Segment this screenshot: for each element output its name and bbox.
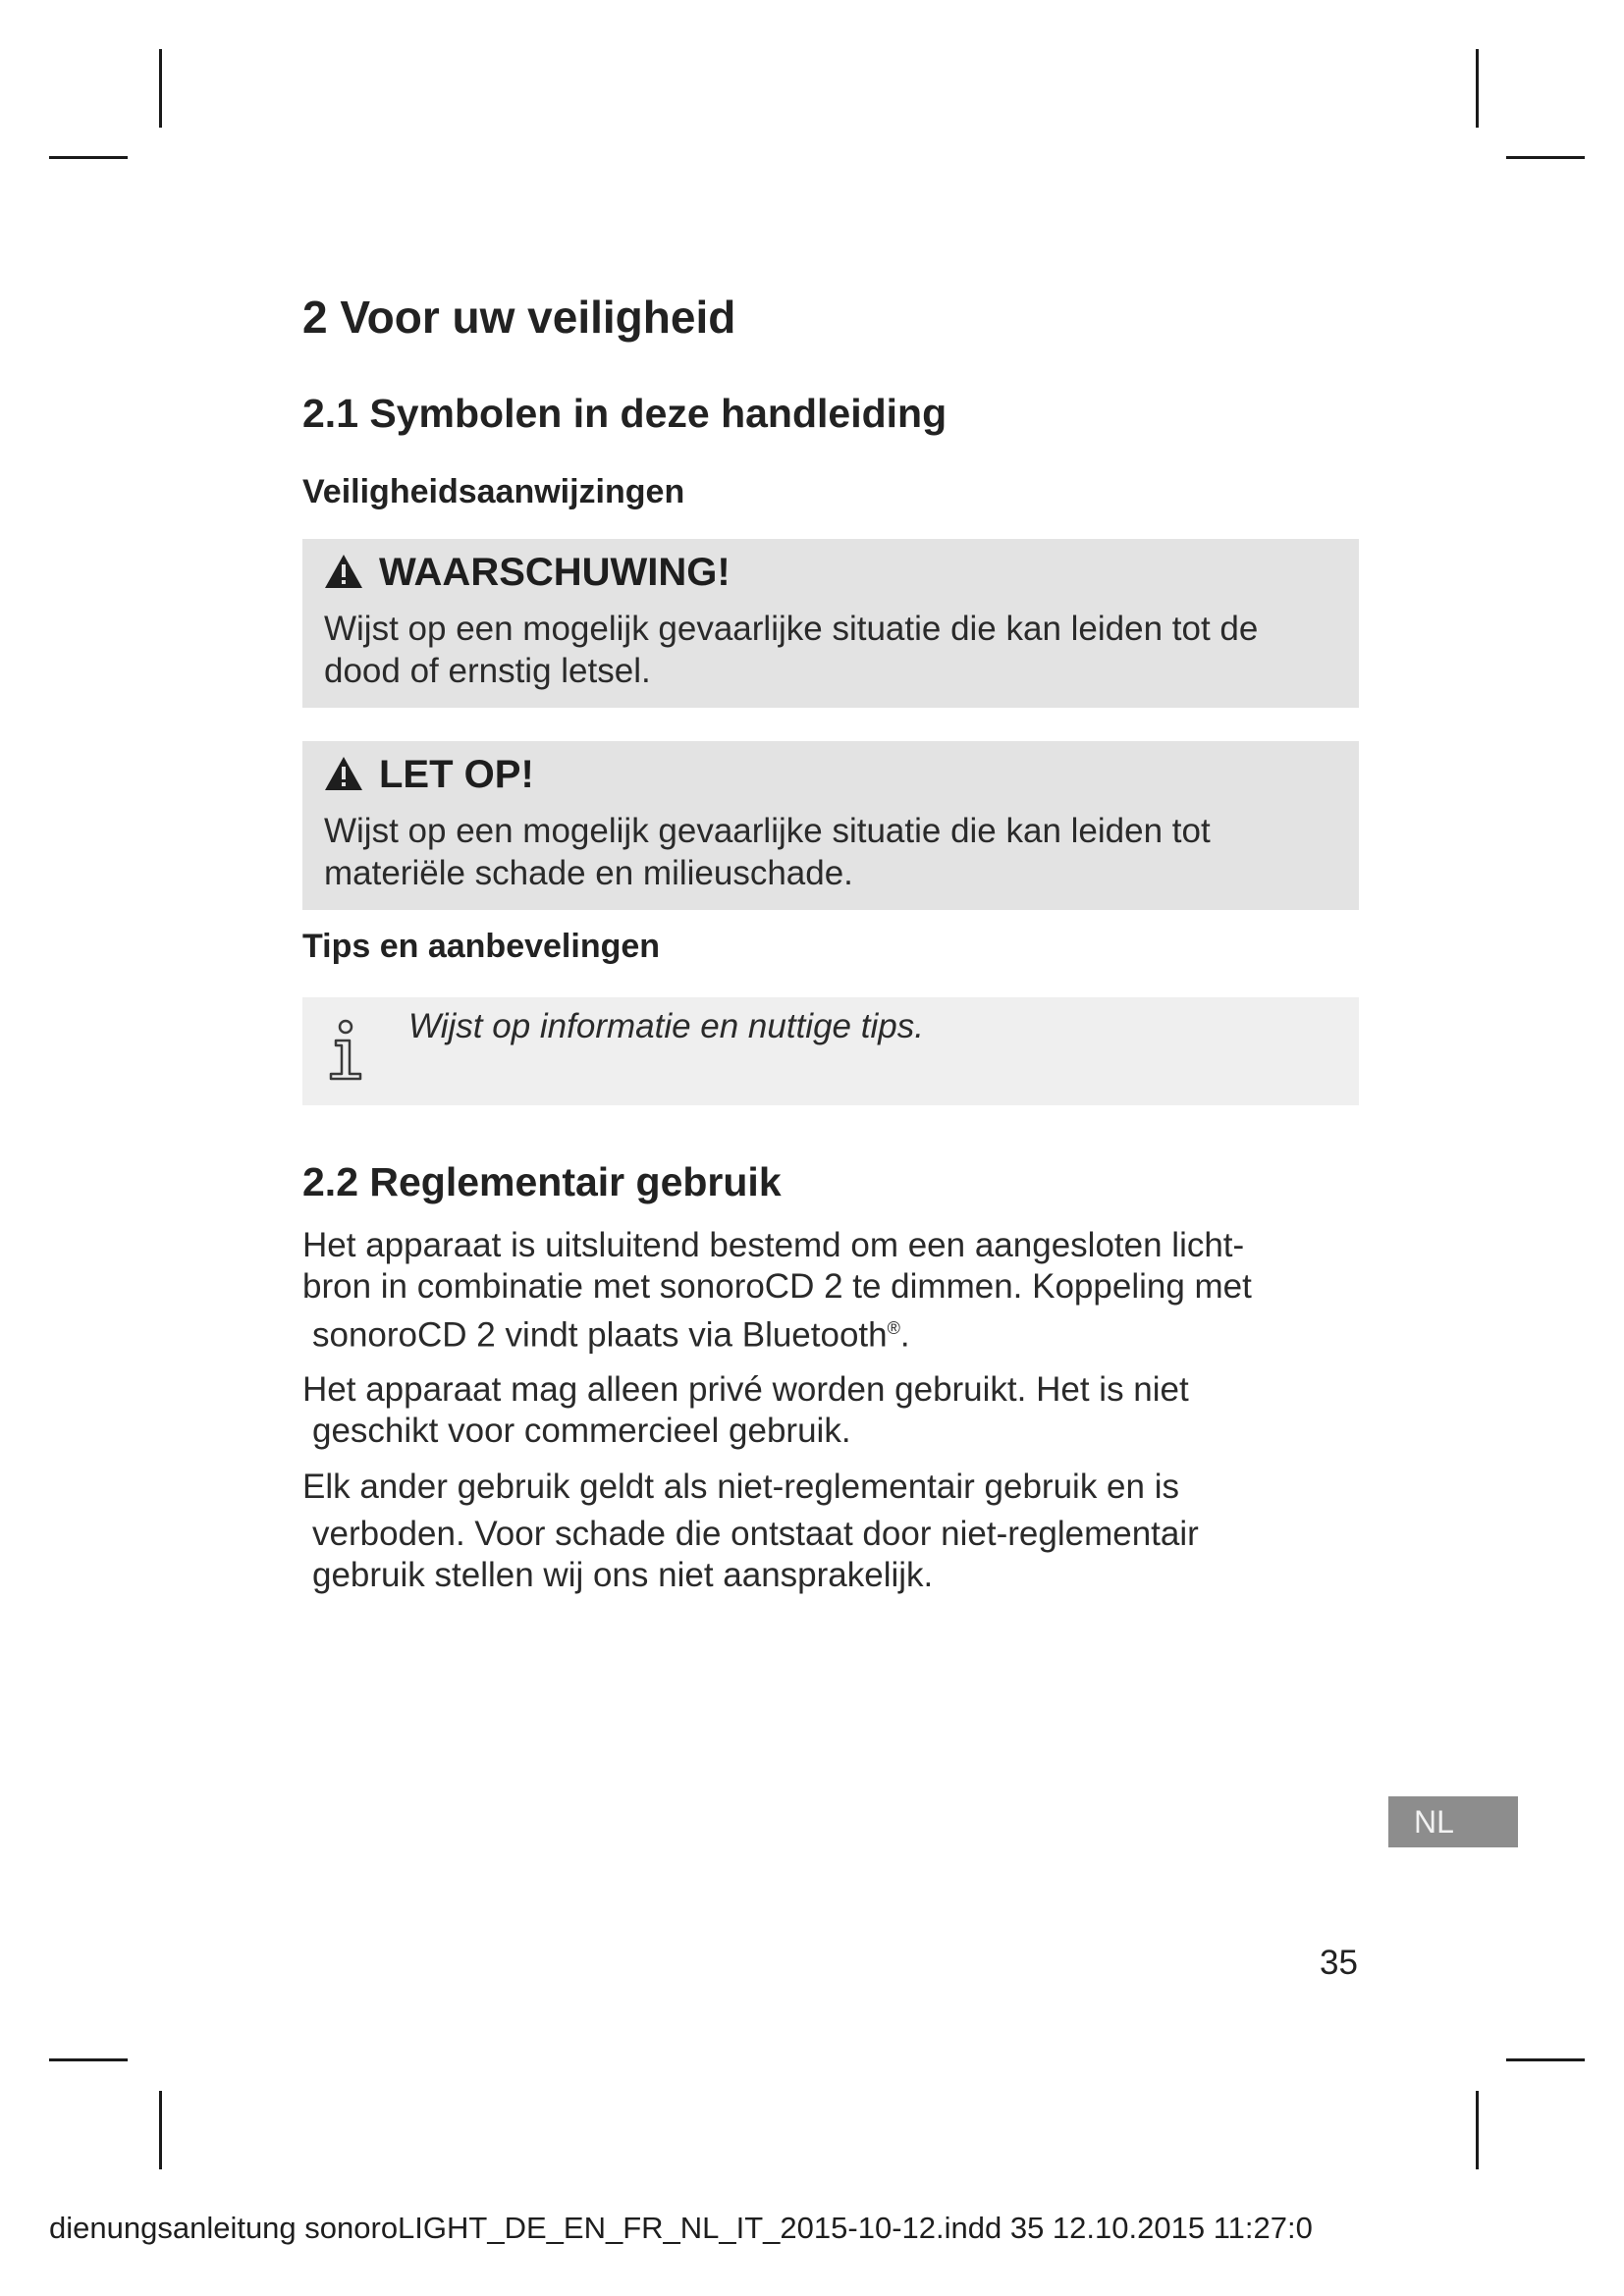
info-icon (328, 1019, 363, 1082)
warning-triangle-icon (324, 554, 363, 589)
usage-paragraph-1 (302, 1225, 1343, 1357)
warning-box (302, 539, 1359, 708)
usage-p1-line-2: bron in combinatie met sonoroCD 2 te dimmen. Koppeling met (302, 1267, 1252, 1306)
usage-p1-line-1: Het apparaat is uitsluitend bestemd om een aangesloten licht- (302, 1226, 1245, 1264)
warning-text (324, 608, 1345, 692)
safety-subtitle: Veiligheidsaanwijzingen (302, 473, 685, 510)
caution-text-line-2: materiële schade en milieuschade. (324, 854, 853, 892)
warning-triangle-icon (324, 756, 363, 791)
caution-box (302, 741, 1359, 910)
tip-text: Wijst op informatie en nuttige tips. (408, 1007, 924, 1045)
usage-p1-line-3-text: sonoroCD 2 vindt plaats via Bluetooth (312, 1315, 888, 1355)
crop-mark-bottom-right-horizontal (1506, 2058, 1585, 2061)
symbols-title: 2.1 Symbolen in deze handleiding (302, 391, 947, 436)
warning-heading-text: WAARSCHUWING! (379, 551, 731, 594)
crop-mark-top-right-vertical (1476, 49, 1479, 128)
usage-p3-line-2: verboden. Voor schade die ontstaat door niet-reglementair (312, 1515, 1199, 1553)
usage-paragraph-2 (302, 1369, 1343, 1452)
usage-p1-line-3 (302, 1308, 1343, 1357)
usage-p2-line-1: Het apparaat mag alleen privé worden gebruikt. Het is niet (302, 1370, 1189, 1409)
warning-heading (324, 551, 731, 595)
usage-p3-line-1: Elk ander gebruik geldt als niet-reglementair gebruik en is (302, 1468, 1179, 1506)
section-title: 2 Voor uw veiligheid (302, 292, 736, 343)
usage-title: 2.2 Reglementair gebruik (302, 1159, 782, 1204)
usage-p2-line-2: geschikt voor commercieel gebruik. (312, 1412, 851, 1450)
page-number: 35 (1320, 1944, 1358, 1982)
usage-paragraph-3 (302, 1467, 1343, 1596)
print-footer: dienungsanleitung sonoroLIGHT_DE_EN_FR_NL_IT_2015-10-12.indd 35 12.10.2015 11:27:0 (49, 2211, 1313, 2245)
usage-p1-line-3-end: . (899, 1315, 910, 1355)
caution-text-line-1: Wijst op een mogelijk gevaarlijke situatie die kan leiden tot (324, 812, 1211, 850)
crop-mark-top-right-horizontal (1506, 156, 1585, 159)
crop-mark-bottom-left-horizontal (49, 2058, 128, 2061)
usage-p3-line-3: gebruik stellen wij ons niet aansprakelijk. (312, 1556, 934, 1594)
caution-heading-text: LET OP! (379, 753, 534, 796)
registered-mark: ® (887, 1318, 900, 1338)
warning-text-line-1: Wijst op een mogelijk gevaarlijke situatie die kan leiden tot de (324, 610, 1259, 648)
crop-mark-bottom-right-vertical (1476, 2091, 1479, 2169)
crop-mark-top-left-vertical (159, 49, 162, 128)
tips-subtitle: Tips en aanbevelingen (302, 928, 661, 965)
tip-box (302, 997, 1359, 1105)
language-tab: NL (1388, 1796, 1518, 1847)
warning-text-line-2: dood of ernstig letsel. (324, 652, 651, 690)
caution-text (324, 810, 1345, 894)
crop-mark-top-left-horizontal (49, 156, 128, 159)
caution-heading (324, 753, 534, 797)
crop-mark-bottom-left-vertical (159, 2091, 162, 2169)
